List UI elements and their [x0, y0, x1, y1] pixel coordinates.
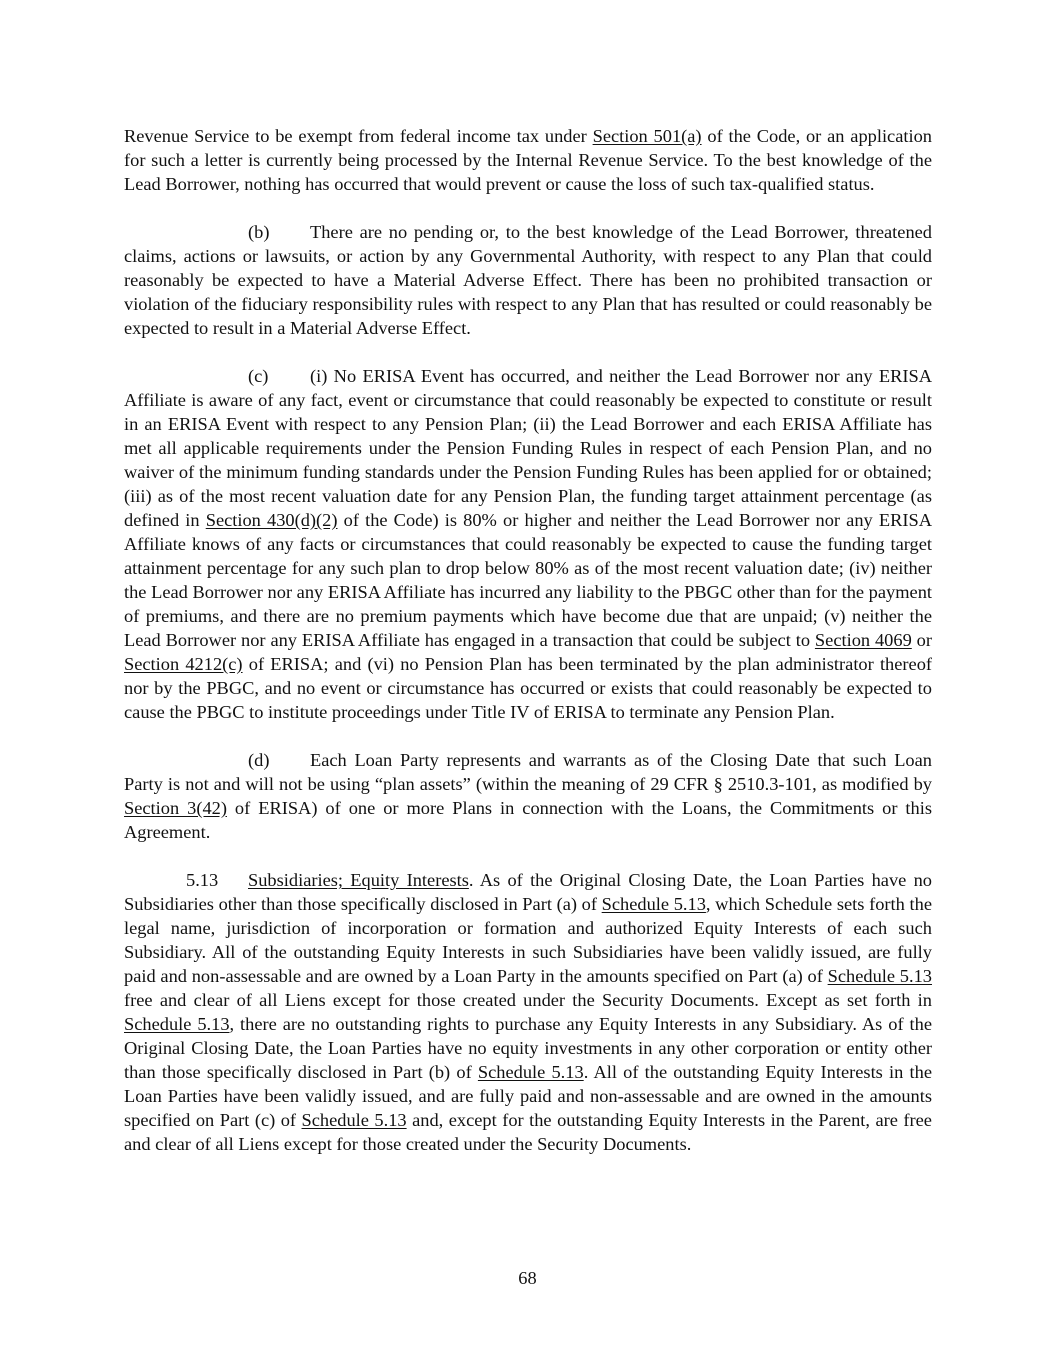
subsection-marker: (d)	[248, 750, 270, 770]
cross-reference: Section 4212(c)	[124, 654, 243, 674]
paragraph-c: (c) (i) No ERISA Event has occurred, and neither the Lead Borrower nor any ERISA Affiliate is aware of any fact, event or circumstance that could reasonably be expected to constitute or result in an ERISA Event with respect to any Pension Plan; (ii) the Lead Borrower and each ERISA Affiliate has met all applicable requirements under the Pension Funding Rules in respect of each Pension Plan, and no waiver of the minimum funding standards under the Pension Funding Rules has been applied for or obtained; (iii) as of the most recent valuation date for any Pension Plan, the funding target attainment percentage (as defined in Section 430(d)(2) of the Code) is 80% or higher and neither the Lead Borrower nor any ERISA Affiliate knows of any facts or circumstances that could reasonably be expected to cause the funding target attainment percentage for any such plan to drop below 80% as of the most recent valuation date; (iv) neither the Lead Borrower nor any ERISA Affiliate has incurred any liability to the PBGC other than for the payment of premiums, and there are no premium payments which have become due that are unpaid; (v) neither the Lead Borrower nor any ERISA Affiliate has engaged in a transaction that could be subject to Section 4069 or Section 4212(c) of ERISA; and (vi) no Pension Plan has been terminated by the plan administrator thereof nor by the PBGC, and no event or circumstance has occurred or exists that could reasonably be expected to cause the PBGC to institute proceedings under Title IV of ERISA to terminate any Pension Plan.	[124, 366, 933, 722]
subsection-marker: (c)	[248, 366, 269, 386]
cross-reference: Schedule 5.13	[301, 1110, 407, 1130]
subsection-marker: (b)	[248, 222, 270, 242]
cross-reference: Schedule 5.13	[124, 1014, 230, 1034]
cross-reference: Section 430(d)(2)	[205, 510, 338, 530]
paragraph-continuation: Revenue Service to be exempt from federal income tax under Section 501(a) of the Code, or an application for such a letter is currently being processed by the Internal Revenue Service. To the best knowledge of the Lead Borrower, nothing has occurred that would prevent or cause the loss of such tax-qualified status.	[124, 126, 932, 194]
cross-reference: Section 501(a)	[592, 126, 702, 146]
document-body	[124, 124, 932, 1156]
cross-reference: Schedule 5.13	[827, 966, 932, 986]
cross-reference: Section 3(42)	[124, 798, 227, 818]
section-number: 5.13	[186, 870, 219, 890]
paragraph-d: (d) Each Loan Party represents and warrants as of the Closing Date that such Loan Party is not and will not be using “plan assets” (within the meaning of 29 CFR § 2510.3-101, as modified by Section 3(42) of ERISA) of one or more Plans in connection with the Loans, the Commitments or this Agreement.	[124, 750, 932, 842]
page-number: 68	[518, 1268, 537, 1288]
section-5-13: 5.13 Subsidiaries; Equity Interests. As of the Original Closing Date, the Loan Parties have no Subsidiaries other than those specifically disclosed in Part (a) of Schedule 5.13, which Schedule sets forth the legal name, jurisdiction of incorporation or formation and authorized Equity Interests of each such Subsidiary. All of the outstanding Equity Interests in such Subsidiaries have been validly issued, are fully paid and non-assessable and are owned by a Loan Party in the amounts specified on Part (a) of Schedule 5.13 free and clear of all Liens except for those created under the Security Documents. Except as set forth in Schedule 5.13, there are no outstanding rights to purchase any Equity Interests in any Subsidiary. As of the Original Closing Date, the Loan Parties have no equity investments in any other corporation or entity other than those specifically disclosed in Part (b) of Schedule 5.13. All of the outstanding Equity Interests in the Loan Parties have been validly issued, and are fully paid and non-assessable and are owned in the amounts specified on Part (c) of Schedule 5.13 and, except for the outstanding Equity Interests in the Parent, are free and clear of all Liens except for those created under the Security Documents.	[124, 870, 932, 1154]
cross-reference: Schedule 5.13	[601, 894, 706, 914]
paragraph-b: (b) There are no pending or, to the best knowledge of the Lead Borrower, threatened claims, actions or lawsuits, or action by any Governmental Authority, with respect to any Plan that could reasonably be expected to have a Material Adverse Effect. There has been no prohibited transaction or violation of the fiduciary responsibility rules with respect to any Plan that has resulted or could reasonably be expected to result in a Material Adverse Effect.	[124, 222, 932, 338]
section-heading: Subsidiaries; Equity Interests	[248, 870, 469, 890]
cross-reference: Schedule 5.13	[477, 1062, 584, 1082]
cross-reference: Section 4069	[814, 630, 912, 650]
